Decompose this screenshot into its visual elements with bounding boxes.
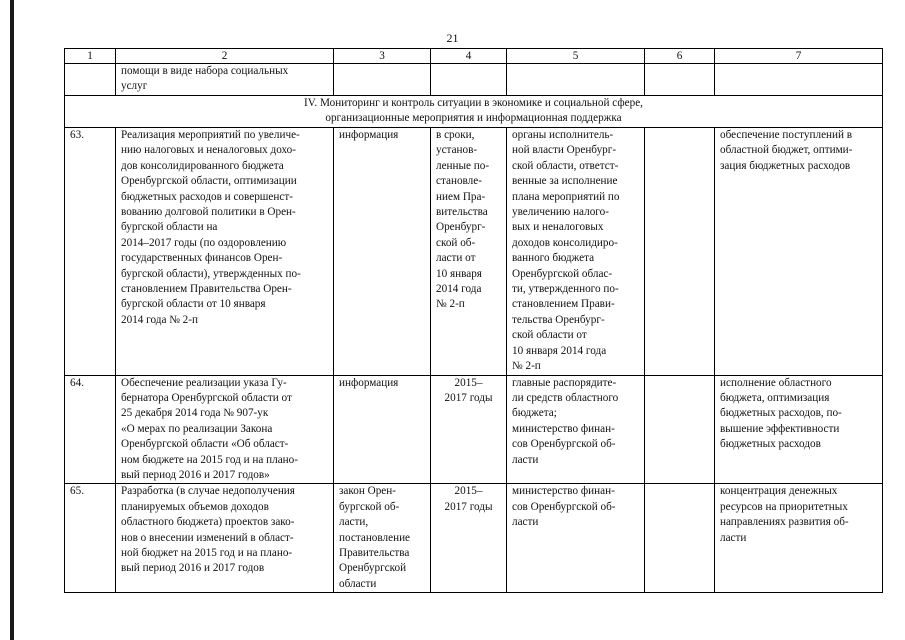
row-number: 64. [65,375,116,484]
col6-cell [645,375,715,484]
measure-cell: Обеспечение реализации указа Гу- бернатора Оренбургской области от 25 декабря 2014 года № 907-ук «О мерах по реализации Закона Оренбургской области «Об област- ном бюджете на 2015 год и на плано- вый период 2016 и 2017 годов» [116,375,334,484]
measure-cell: Разработка (в случае недополучения планируемых объемов доходов областного бюджета) проектов зако- нов о внесении изменений в област- ной бюджет на 2015 год и на плано- вый период 2016 и 2017 годов [116,484,334,593]
section-row [65,96,883,128]
term-cell: в сроки, установ- ленные по- становле- нием Пра- вительства Оренбург- ской об- ласти от 10 января 2014 года № 2-п [431,128,507,376]
form-cell: закон Орен- бургской об- ласти, постановление Правительства Оренбургской области [334,484,431,593]
column-number: 1 [65,49,116,64]
row-number: 65. [65,484,116,593]
column-number: 5 [507,49,645,64]
form-cell: информация [334,375,431,484]
column-number: 2 [116,49,334,64]
result-cell: концентрация денежных ресурсов на приоритетных направлениях развития об- ласти [715,484,883,593]
column-number: 6 [645,49,715,64]
result-cell: исполнение областного бюджета, оптимизация бюджетных расходов, по- вышение эффективности бюджетных расходов [715,375,883,484]
column-number: 4 [431,49,507,64]
executor-cell: органы исполнитель- ной власти Оренбург- ской области, ответст- венные за исполнение плана мероприятий по увеличению налого- вых и неналоговых доходов консолидиро- ванного бюджета Оренбургской облас- ти, утвержденного по- становлением Прави- тельства Оренбург- ской области от 10 января 2014 года № 2-п [507,128,645,376]
form-cell: информация [334,128,431,376]
row-number: 63. [65,128,116,376]
column-number: 7 [715,49,883,64]
table-row [65,128,883,376]
term-cell: 2015– 2017 годы [431,484,507,593]
executor-cell: министерство финан- сов Оренбургской об- ласти [507,484,645,593]
column-number-row [65,49,883,64]
col6-cell [645,128,715,376]
continuation-text: помощи в виде набора социальных услуг [116,64,334,96]
result-cell: обеспечение поступлений в областной бюджет, оптими- зация бюджетных расходов [715,128,883,376]
measure-cell: Реализация мероприятий по увеличе- нию налоговых и неналоговых дохо- дов консолидированного бюджета Оренбургской области, оптимизации бюджетных расходов и совершенст- вованию долговой политики в Орен- бургской области на 2014–2017 годы (по оздоровлению государственных финансов Орен- бургской области), утвержденных по- становлением Правительства Орен- бургской области от 10 января 2014 года № 2-п [116,128,334,376]
table-row [65,375,883,484]
section-title: IV. Мониторинг и контроль ситуации в экономике и социальной сфере, организационные мероприятия и информационная поддержка [65,96,883,128]
col6-cell [645,484,715,593]
column-number: 3 [334,49,431,64]
executor-cell: главные распорядите- ли средств областного бюджета; министерство финан- сов Оренбургской об- ласти [507,375,645,484]
table-row [65,484,883,593]
binding-margin-bar [10,0,14,640]
plan-table [64,48,883,593]
continuation-row [65,64,883,96]
page-number: 21 [446,31,459,45]
term-cell: 2015– 2017 годы [431,375,507,484]
